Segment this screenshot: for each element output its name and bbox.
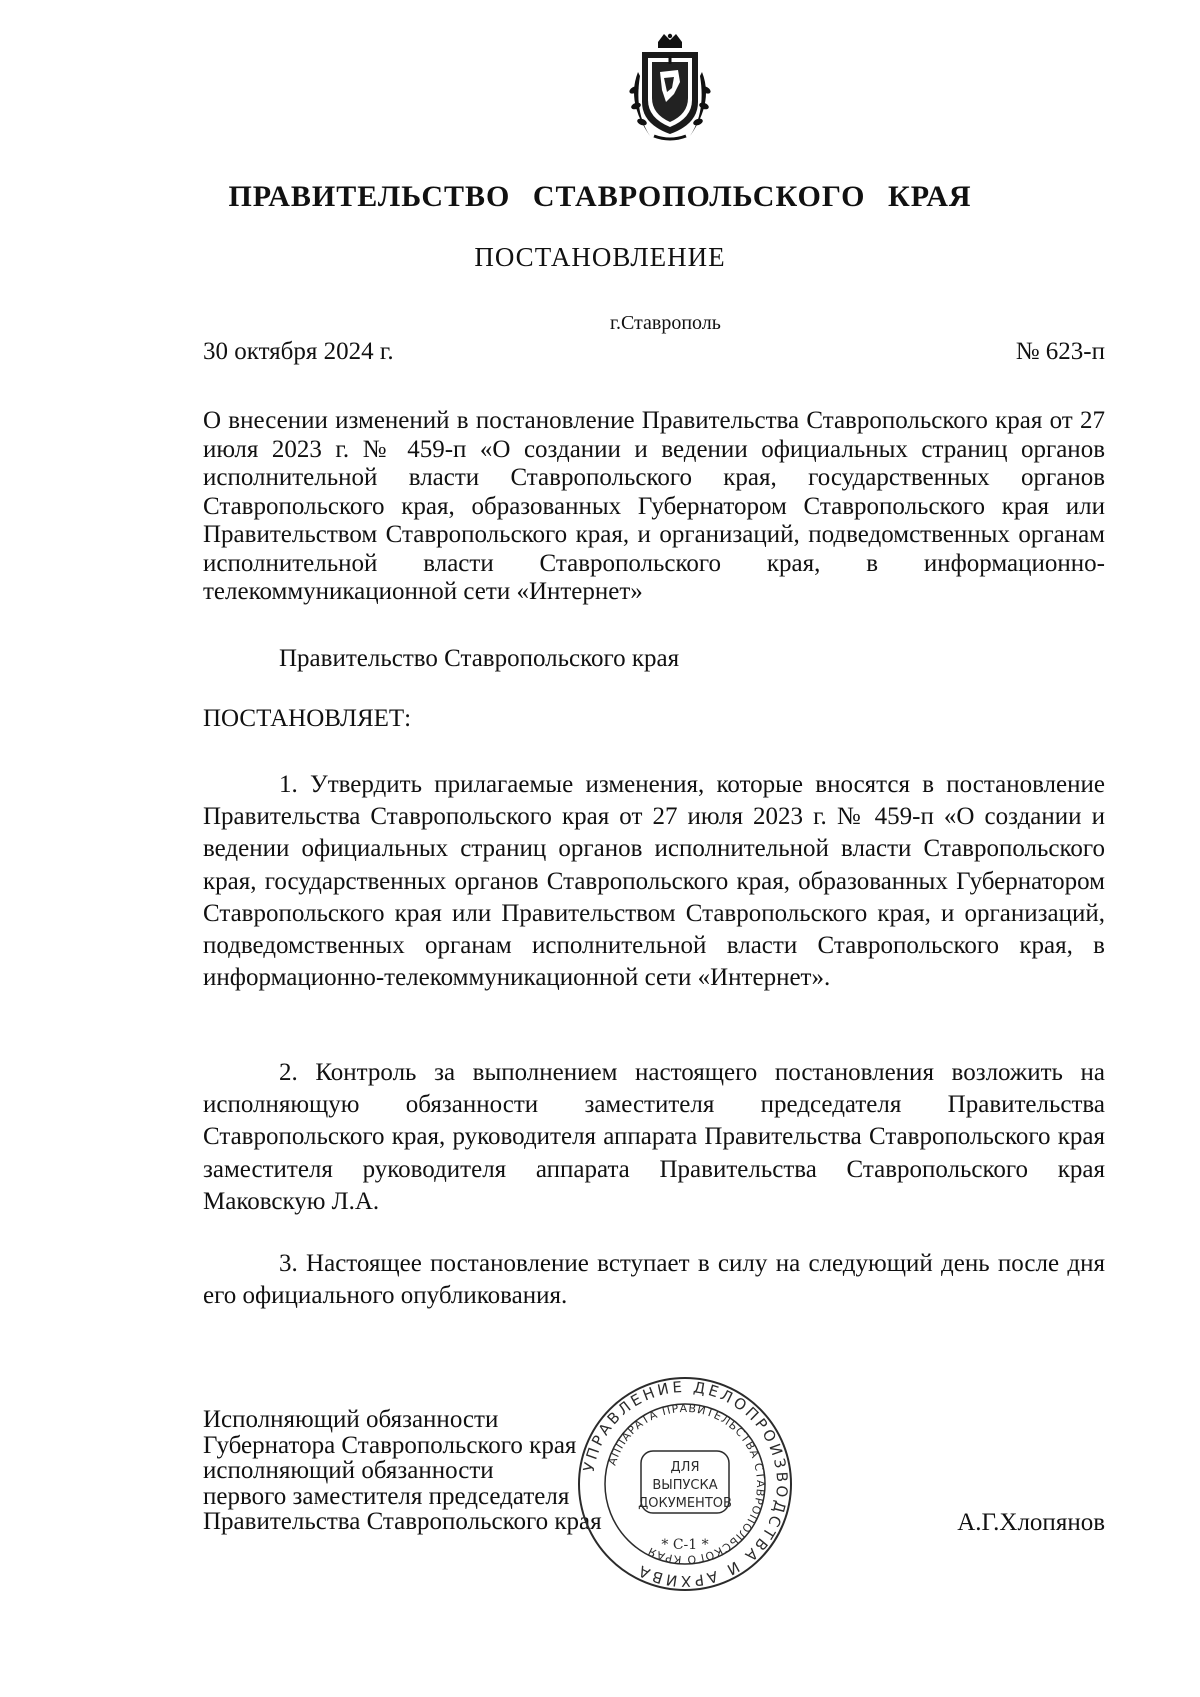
signer-line-5: Правительства Ставропольского края [203, 1508, 602, 1535]
signer-line-3: исполняющий обязанности [203, 1457, 494, 1484]
paragraph-3: 3. Настоящее постановление вступает в силу на следующий день после дня его официального опубликования. [203, 1250, 1105, 1310]
signer-line-2: Губернатора Ставропольского края [203, 1431, 577, 1459]
signer-line-4: первого заместителя председателя [203, 1482, 570, 1510]
document-date: 30 октября 2024 г. [203, 338, 394, 365]
stamp-code: * С-1 * [661, 1537, 709, 1553]
round-seal-icon [575, 1373, 795, 1595]
organization-title: ПРАВИТЕЛЬСТВО СТАВРОПОЛЬСКОГО КРАЯ [228, 180, 972, 213]
stamp-center-line-3: ДОКУМЕНТОВ [638, 1496, 732, 1511]
signer-line-1: Исполняющий обязанности [203, 1406, 499, 1433]
stamp-center-line-1: ДЛЯ [670, 1460, 700, 1475]
city: г.Ставрополь [610, 312, 721, 334]
coat-of-arms-icon [620, 32, 720, 144]
preamble: Правительство Ставропольского края [279, 645, 680, 672]
paragraph-2: 2. Контроль за выполнением настоящего постановления возложить на исполняющую обязанности заместителя председателя Правительства Ставропольского края, руководителя аппарата Правительства Ставропольского края заместителя руководителя аппарата Правительства Ставропольского края Маковскую Л.А. [203, 1059, 1105, 1215]
document-type: ПОСТАНОВЛЕНИЕ [474, 242, 726, 272]
document-subject: О внесении изменений в постановление Правительства Ставропольского края от 27 июля 2023 г. № 459-п «О создании и ведении официальных страниц органов исполнительной власти Ставропольского края, государственных органов Ставропольского края, образованных Губернатором Ставропольского края или Правительством Ставропольского края, и организаций, подведомственных органам исполнительной власти Ставропольского края, в информационно-телекоммуникационной сети «Интернет» [203, 407, 1105, 605]
signer-name: А.Г.Хлопянов [957, 1509, 1105, 1536]
resolves-heading: ПОСТАНОВЛЯЕТ: [203, 705, 412, 732]
signer-position [203, 1407, 602, 1535]
stamp-inner-text: АППАРАТА ПРАВИТЕЛЬСТВА СТАВРОПОЛЬСКОГО КРАЯ [605, 1401, 768, 1567]
document-number: № 623-п [1015, 338, 1105, 365]
paragraph-1: 1. Утвердить прилагаемые изменения, которые вносятся в постановление Правительства Ставропольского края от 27 июля 2023 г. № 459-п «О создании и ведении официальных страниц органов исполнительной власти Ставропольского края, государственных органов Ставропольского края, образованных Губернатором Ставропольского края или Правительством Ставропольского края, и организаций, подведомственных органам исполнительной власти Ставропольского края, в информационно-телекоммуникационной сети «Интернет». [203, 771, 1105, 992]
stamp-center-line-2: ВЫПУСКА [652, 1478, 718, 1493]
stamp-outer-text: УПРАВЛЕНИЕ ДЕЛОПРОИЗВОДСТВА И АРХИВА [579, 1377, 792, 1591]
